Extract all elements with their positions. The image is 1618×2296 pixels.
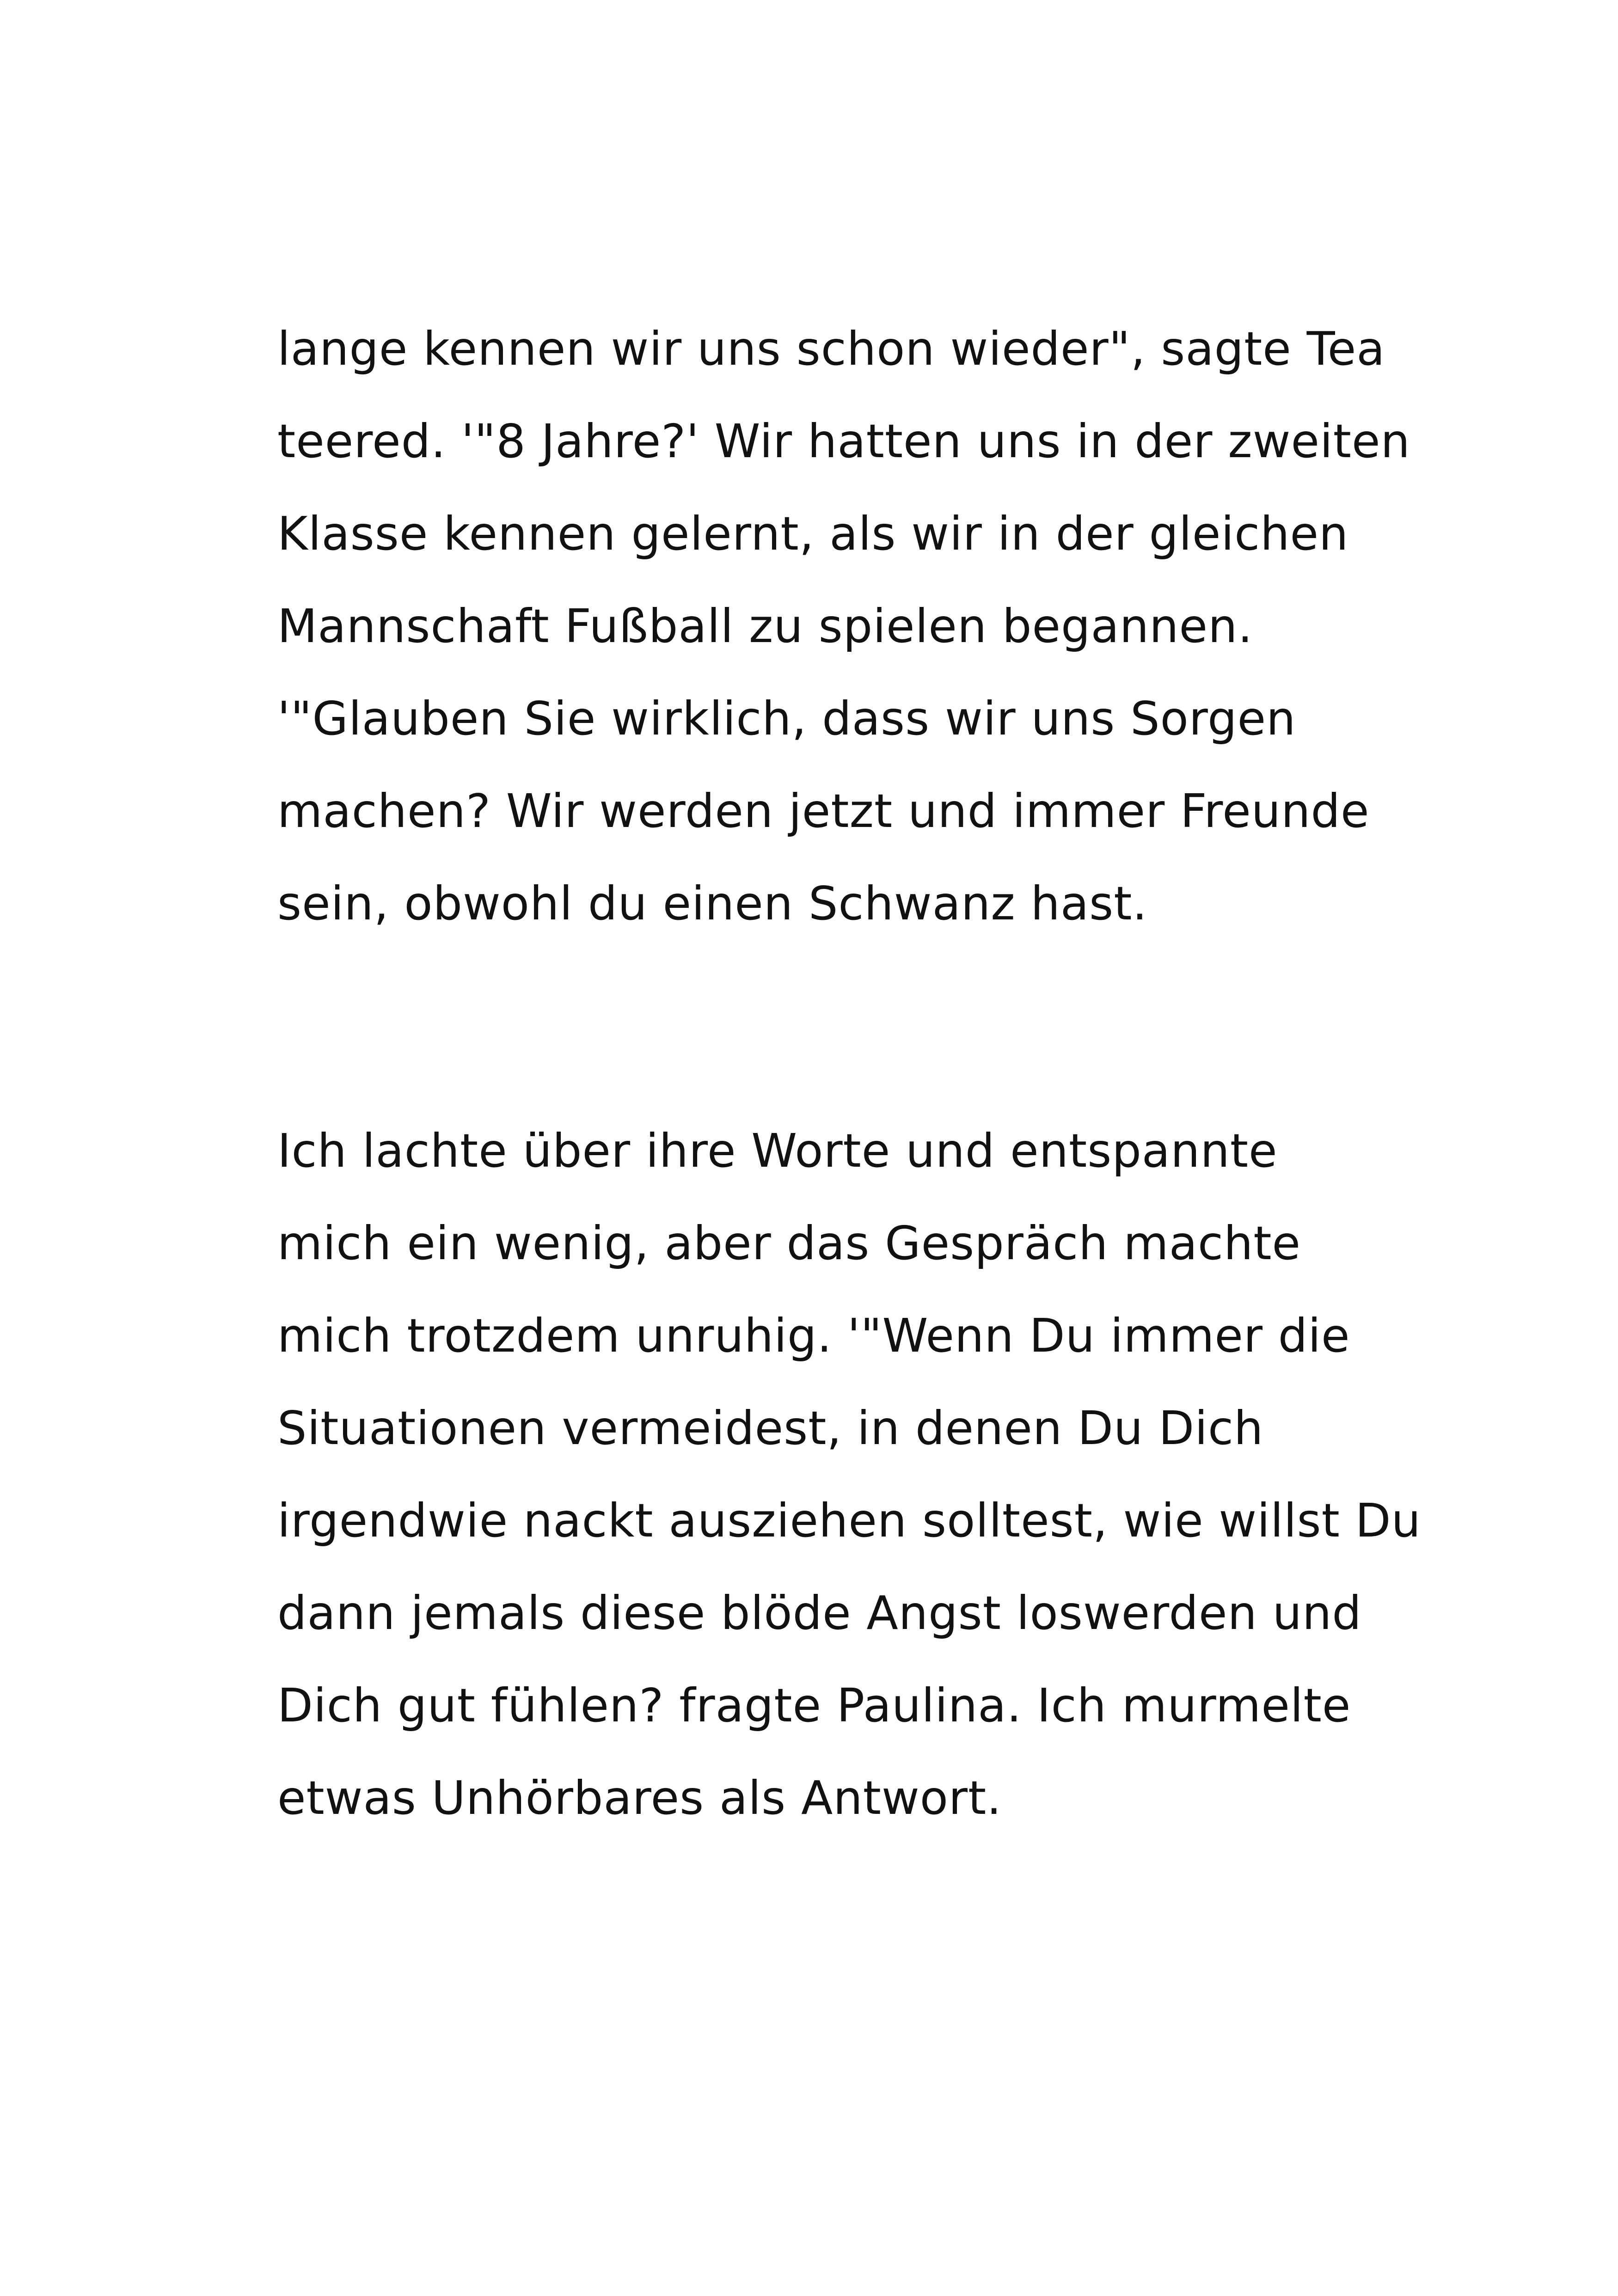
text-line: Mannschaft Fußball zu spielen begannen. xyxy=(277,599,1253,653)
text-line: Situationen vermeidest, in denen Du Dich xyxy=(277,1401,1264,1455)
text-line: lange kennen wir uns schon wieder", sagte Tea xyxy=(277,322,1385,376)
text-line: irgendwie nackt ausziehen solltest, wie willst Du xyxy=(277,1494,1421,1548)
text-line: teered. '"8 Jahre?' Wir hatten uns in der zweiten xyxy=(277,414,1410,468)
text-line: dann jemals diese blöde Angst loswerden und xyxy=(277,1586,1362,1640)
text-line: machen? Wir werden jetzt und immer Freunde xyxy=(277,784,1370,838)
text-line: Klasse kennen gelernt, als wir in der gleichen xyxy=(277,507,1349,561)
text-line: Dich gut fühlen? fragte Paulina. Ich murmelte xyxy=(277,1678,1351,1733)
text-line: mich ein wenig, aber das Gespräch machte xyxy=(277,1216,1301,1270)
text-line: mich trotzdem unruhig. '"Wenn Du immer die xyxy=(277,1309,1350,1363)
paragraph-2 xyxy=(277,1105,1421,1844)
text-line: '"Glauben Sie wirklich, dass wir uns Sorgen xyxy=(277,692,1296,746)
text-line: etwas Unhörbares als Antwort. xyxy=(277,1771,1002,1825)
text-line: Ich lachte über ihre Worte und entspannte xyxy=(277,1124,1278,1178)
paragraph-1 xyxy=(277,303,1410,950)
text-line: sein, obwohl du einen Schwanz hast. xyxy=(277,876,1148,931)
